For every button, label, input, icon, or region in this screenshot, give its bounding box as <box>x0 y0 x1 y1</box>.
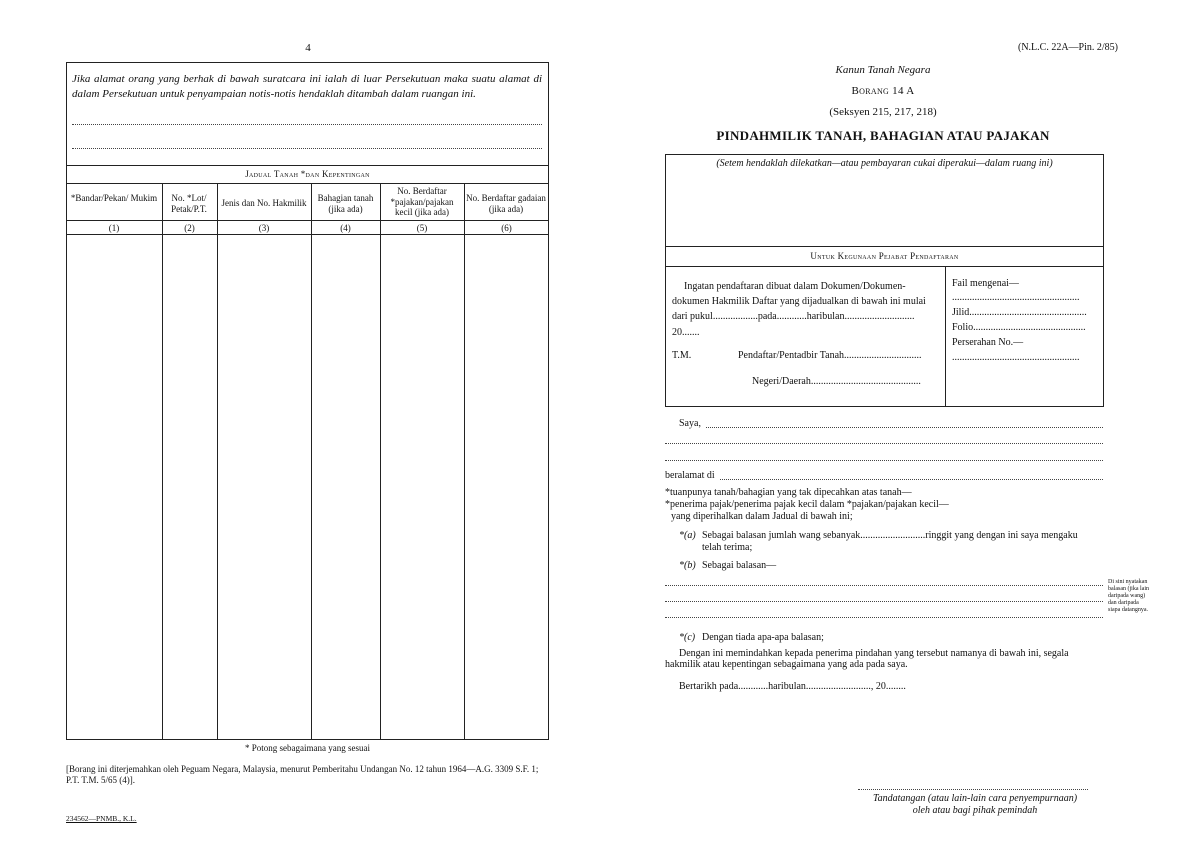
col-header-lot: No. *Lot/ Petak/P.T. <box>171 193 207 214</box>
address-line-1[interactable] <box>72 124 542 125</box>
memo-tm: T.M. <box>672 350 692 361</box>
col-num-1: (1) <box>108 223 120 233</box>
side-note: Di sini nyatakan balasan (jika lain daripada wang) dan daripada siapa datangnya. <box>1108 579 1149 613</box>
address-line-2[interactable] <box>72 148 542 149</box>
dated-line[interactable]: Bertarikh pada............haribulan.........................., 20........ <box>679 681 906 692</box>
file-jilid[interactable]: Jilid............................................... <box>952 307 1087 318</box>
stamp-note: (Setem hendaklah dilekatkan—atau pembayaran cukai diperakui—dalam ruang ini) <box>716 158 1053 169</box>
signature-line[interactable] <box>858 789 1088 790</box>
signature-caption-1: Tandatangan (atau lain-lain cara penyempurnaan) <box>872 793 1078 804</box>
option-b-text: Sebagai balasan— <box>702 560 777 571</box>
saya-line[interactable] <box>706 427 1103 428</box>
col-num-6: (6) <box>501 223 512 233</box>
option-a-label: *(a) <box>679 530 696 541</box>
sections: (Seksyen 215, 217, 218) <box>829 106 937 118</box>
memo-line-3[interactable]: dari pukul..................pada............haribulan............................ <box>672 311 915 322</box>
owner-option-3: yang diperihalkan dalam Jadual di bawah ini; <box>671 511 853 522</box>
file-blank[interactable]: ................................................... <box>952 292 1080 303</box>
file-blank-2[interactable]: ................................................... <box>952 352 1080 363</box>
left-form-frame <box>66 62 549 740</box>
file-title: Fail mengenai— <box>952 278 1019 289</box>
consideration-line-2[interactable] <box>665 601 1103 602</box>
address-line[interactable] <box>720 479 1103 480</box>
col-num-2: (2) <box>184 223 195 233</box>
option-b-label: *(b) <box>679 560 696 571</box>
col-header-bahagian: Bahagian tanah (jika ada) <box>317 193 374 214</box>
col-header-pajakan: No. Berdaftar *pajakan/pajakan kecil (jika ada) <box>390 186 454 217</box>
file-folio[interactable]: Folio............................................. <box>952 322 1086 333</box>
signature-caption-2: oleh atau bagi pihak pemindah <box>912 805 1038 816</box>
transfer-clause-2: hakmilik atau kepentingan sebagaimana yang ada pada saya. <box>665 659 908 670</box>
form-reference: (N.L.C. 22A—Pin. 2/85) <box>1018 42 1118 53</box>
schedule-title: Jadual Tanah *dan Kepentingan <box>245 169 370 179</box>
transfer-clause-1: Dengan ini memindahkan kepada penerima pindahan yang tersebut namanya di bawah ini, segala <box>679 648 1069 659</box>
memo-line-1: Ingatan pendaftaran dibuat dalam Dokumen/Dokumen- <box>684 281 906 292</box>
owner-option-1: *tuanpunya tanah/bahagian yang tak dipecahkan atas tanah— <box>665 487 912 498</box>
page-number: 4 <box>305 42 311 54</box>
col-header-hakmilik: Jenis dan No. Hakmilik <box>221 198 307 208</box>
printer-code: 234562—PNMB., K.L. <box>66 814 137 823</box>
memo-line-4[interactable]: 20....... <box>672 327 700 338</box>
col-num-4: (4) <box>340 223 351 233</box>
option-c-text: Dengan tiada apa-apa balasan; <box>702 632 824 643</box>
consideration-line-3[interactable] <box>665 617 1103 618</box>
owner-option-2: *penerima pajak/penerima pajak kecil dalam *pajakan/pajakan kecil— <box>665 499 949 510</box>
beralamat-label: beralamat di <box>665 470 715 481</box>
act-name: Kanun Tanah Negara <box>835 64 931 76</box>
col-num-3: (3) <box>258 223 270 233</box>
option-a-text-2: telah terima; <box>702 542 753 553</box>
strike-footnote: * Potong sebagaimana yang sesuai <box>245 743 370 753</box>
memo-state[interactable]: Negeri/Daerah............................................ <box>752 376 921 387</box>
name-line-3[interactable] <box>665 460 1103 461</box>
name-line-2[interactable] <box>665 443 1103 444</box>
foreign-address-note: Jika alamat orang yang berhak di bawah suratcara ini ialah di luar Persekutuan maka suatu alamat di dalam Persekutuan untuk penyampaian notis-notis hendaklah ditambah dalam ruangan ini. <box>72 73 542 100</box>
file-perserahan: Perserahan No.— <box>952 337 1024 348</box>
saya-label: Saya, <box>679 418 701 429</box>
form-number: Borang 14 A <box>851 85 915 97</box>
translation-citation: [Borang ini diterjemahkan oleh Peguam Negara, Malaysia, menurut Pemberitahu Undangan No. 12 tahun 1964—A.G. 3309 S.F. 1; P.T. T.M. 5/65 (4)]. <box>66 764 539 785</box>
memo-line-2: dokumen Hakmilik Daftar yang dijadualkan di bawah ini mulai <box>672 296 926 307</box>
col-num-5: (5) <box>416 223 428 233</box>
memo-registrar[interactable]: Pendaftar/Pentadbir Tanah............................... <box>738 350 922 361</box>
option-c-label: *(c) <box>679 632 696 643</box>
consideration-line-1[interactable] <box>665 585 1103 586</box>
office-use-title: Untuk Kegunaan Pejabat Pendaftaran <box>810 251 959 261</box>
col-header-gadaian: No. Berdaftar gadaian (jika ada) <box>466 193 546 214</box>
form-title: PINDAHMILIK TANAH, BAHAGIAN ATAU PAJAKAN <box>716 128 1050 143</box>
option-a-text[interactable]: Sebagai balasan jumlah wang sebanyak..........................ringgit yang dengan ini saya mengaku <box>702 530 1078 541</box>
col-header-bandar: *Bandar/Pekan/ Mukim <box>70 193 158 203</box>
